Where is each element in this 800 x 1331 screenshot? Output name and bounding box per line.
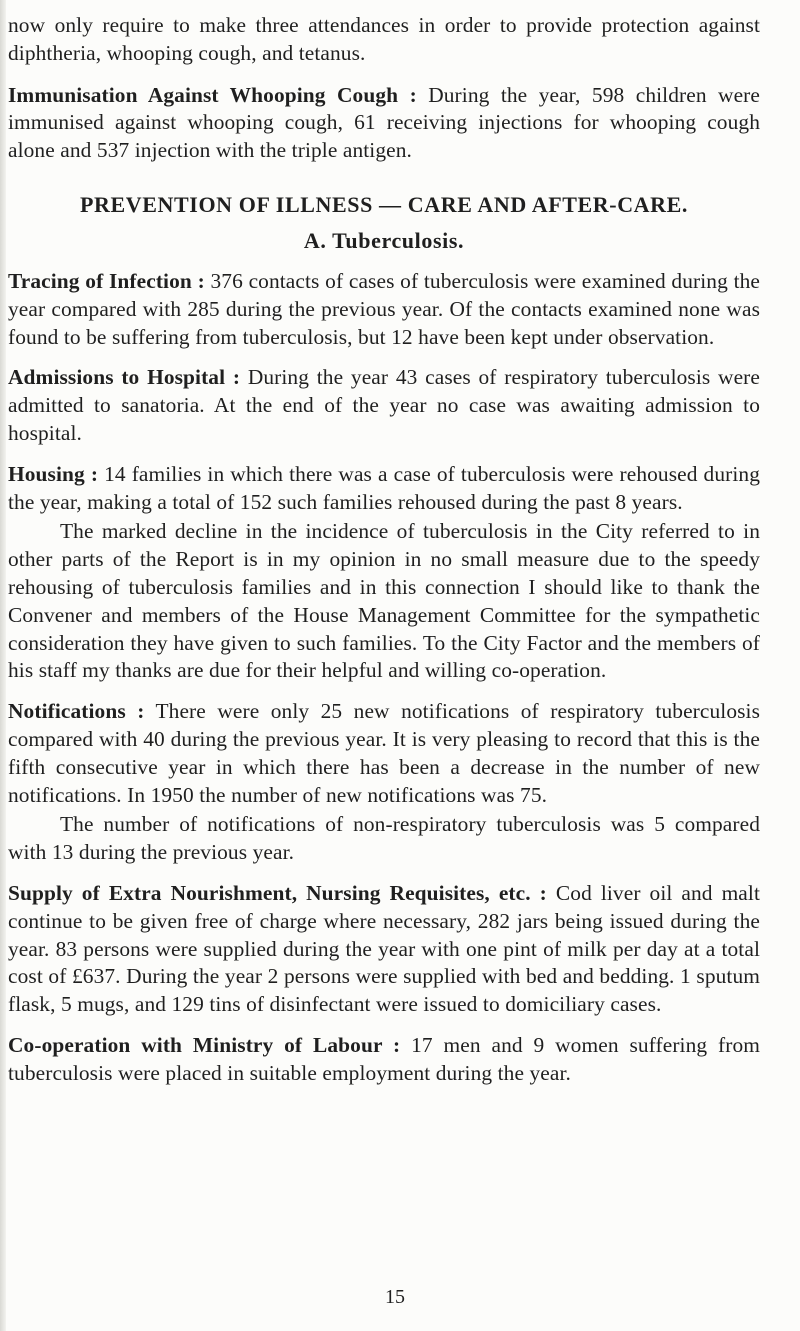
tracing-text: 376 contacts of cases of tuberculosis were examined during the year compared with 285 during the previous year. Of the contacts examined none was found to be suffering from tuberculosis, but 12 have been kept under observation. (8, 268, 761, 349)
tracing-lead: Tracing of Infection : (8, 268, 205, 293)
notifications-lead: Notifications : (8, 699, 145, 724)
cooperation-lead: Co-operation with Ministry of Labour : (8, 1032, 401, 1057)
cooperation-paragraph (8, 1032, 760, 1088)
admissions-lead: Admissions to Hospital : (8, 365, 241, 390)
housing-followup-paragraph (8, 518, 760, 685)
notifications-followup-paragraph (8, 811, 760, 867)
whooping-cough-lead: Immunisation Against Whooping Cough : (8, 82, 417, 107)
housing-text: 14 families in which there was a case of tuberculosis were rehoused during the year, making a total of 152 such families rehoused during the past 8 years. (8, 461, 760, 514)
page-number: 15 (385, 1286, 405, 1308)
cooperation-text: 17 men and 9 women suffering from tuberculosis were placed in suitable employment during the year. (8, 1032, 761, 1085)
notifications-text: There were only 25 new notifications of respiratory tuberculosis compared with 40 during the previous year. It is very pleasing to record that this is the fifth consecutive year in which there has been a decrease in the number of new notifications. In 1950 the number of new notifications was 75. (8, 699, 761, 807)
admissions-paragraph (8, 364, 760, 447)
housing-paragraph (8, 461, 760, 517)
subsection-heading: A. Tuberculosis. (303, 227, 465, 253)
section-heading: PREVENTION OF ILLNESS — CARE AND AFTER-CARE. (79, 191, 689, 217)
supply-paragraph (8, 880, 760, 1019)
supply-text: Cod liver oil and malt continue to be given free of charge where necessary, 282 jars being issued during the year. 83 persons were supplied during the year with one pint of milk per day at a total cost of £637. During the year 2 persons were supplied with bed and bedding. 1 sputum flask, 5 mugs, and 129 tins of disinfectant were issued to domiciliary cases. (8, 880, 760, 1017)
notifications-followup-text: The number of notifications of non-respiratory tuberculosis was 5 compared with 13 during the previous year. (8, 812, 760, 865)
admissions-text: During the year 43 cases of respiratory tuberculosis were admitted to sanatoria. At the end of the year no case was awaiting admission to hospital. (8, 365, 760, 445)
notifications-paragraph (8, 698, 760, 809)
intro-paragraph (8, 12, 760, 68)
whooping-cough-paragraph (8, 82, 760, 165)
page-binding-edge (0, 0, 6, 1331)
housing-followup-text: The marked decline in the incidence of tuberculosis in the City referred to in other parts of the Report is in my opinion in no small measure due to the speedy rehousing of tuberculosis families and in this connection I should like to thank the Convener and members of the House Management Committee for the sympathetic consideration they have given to such families. To the City Factor and the members of his staff my thanks are due for their helpful and willing co-operation. (8, 519, 760, 683)
tracing-paragraph (8, 268, 760, 351)
intro-text: now only require to make three attendances in order to provide protection against diphtheria, whooping cough, and tetanus. (8, 13, 760, 65)
whooping-cough-text: During the year, 598 children were immunised against whooping cough, 61 receiving injections for whooping cough alone and 537 injection with the triple antigen. (8, 82, 760, 163)
supply-lead: Supply of Extra Nourishment, Nursing Requisites, etc. : (8, 880, 547, 905)
page-body (8, 12, 760, 1088)
housing-lead: Housing : (8, 461, 99, 486)
